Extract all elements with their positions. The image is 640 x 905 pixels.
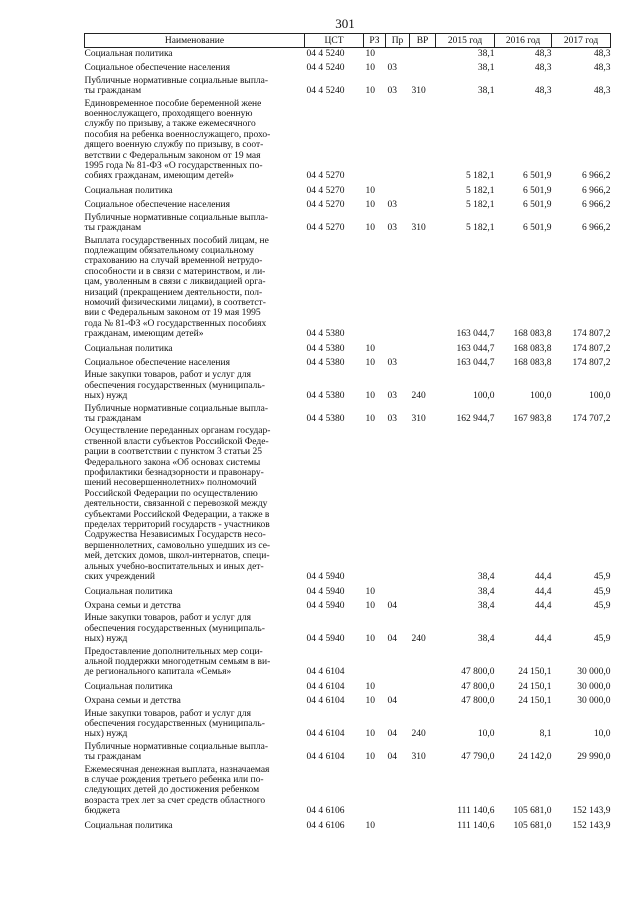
cell-vr: 310 <box>411 752 426 763</box>
cell-pr: 04 <box>387 600 397 611</box>
cell-2015: 38,1 <box>477 86 495 97</box>
table-row <box>85 197 611 211</box>
cell-pr <box>386 584 410 598</box>
table-row <box>85 708 611 741</box>
cell-2017: 30 000,0 <box>577 696 611 707</box>
cell-2017: 6 966,2 <box>582 185 611 196</box>
cell-2016: 8,1 <box>539 729 552 740</box>
cell-rz: 10 <box>365 752 375 763</box>
cell-cst: 04 4 6104 <box>306 696 345 707</box>
cell-rz: 10 <box>365 223 375 234</box>
cell-vr <box>410 235 436 341</box>
cell-2015: 100,0 <box>473 391 495 402</box>
cell-2016: 168 083,8 <box>513 357 552 368</box>
table-row <box>85 598 611 612</box>
table-row <box>85 693 611 707</box>
cell-2016: 6 501,9 <box>523 171 552 182</box>
table-row <box>85 741 611 764</box>
cell-2017: 45,9 <box>593 586 611 597</box>
cell-2017: 30 000,0 <box>577 681 611 692</box>
cell-pr: 03 <box>387 391 397 402</box>
cell-cst: 04 4 6104 <box>306 681 345 692</box>
cell-2015: 47 800,0 <box>461 667 495 678</box>
cell-vr <box>410 584 436 598</box>
cell-rz: 10 <box>365 357 375 368</box>
cell-pr: 03 <box>387 357 397 368</box>
cell-cst: 04 4 5380 <box>306 329 345 340</box>
cell-vr: 240 <box>411 729 426 740</box>
cell-rz: 10 <box>365 820 375 831</box>
cell-name: Осуществление переданных органам государ- ственной власти субъектов Российской Феде- рации в соответствии с пунктом 3 статьи 25 Федерального закона «Об основах системы профилактики безнадзорности и правонару- шений несовершеннолетних» полномочий Российской Федерации по осуществлению деятельности, связанной с перевозкой между субъектами Российской Федерации, а также в пределах территорий государств - участников Содружества Независимых Государств несо- вершеннолетних, самовольно ушедших из се- мей, детских домов, школ-интернатов, специ- альных учебно-воспитательных и иных дет- ских учреждений <box>84 426 271 583</box>
cell-cst: 04 4 5270 <box>306 200 345 211</box>
cell-pr <box>386 646 410 679</box>
table-row <box>85 679 611 693</box>
table-row <box>85 764 611 818</box>
cell-vr: 310 <box>411 223 426 234</box>
cell-cst: 04 4 5380 <box>306 391 345 402</box>
table-header-row <box>85 34 611 48</box>
cell-pr: 04 <box>387 752 397 763</box>
cell-rz: 10 <box>365 63 375 74</box>
table-row <box>85 612 611 645</box>
cell-rz: 10 <box>365 343 375 354</box>
cell-name: Публичные нормативные социальные выпла- ты гражданам <box>84 741 269 763</box>
cell-2017: 6 966,2 <box>582 171 611 182</box>
cell-rz: 10 <box>365 600 375 611</box>
cell-2017: 6 966,2 <box>582 223 611 234</box>
cell-2015: 162 944,7 <box>456 414 495 424</box>
cell-2016: 105 681,0 <box>513 820 552 831</box>
cell-name: Социальная политика <box>84 49 173 59</box>
cell-2017: 174 807,2 <box>572 357 611 368</box>
table-row <box>85 75 611 98</box>
cell-2016: 44,4 <box>534 600 552 611</box>
cell-name: Ежемесячная денежная выплата, назначаемая в случае рождения третьего ребенка или по- следующих детей до достижения ребенком возраста трех лет за счет средств областного бюджета <box>84 764 270 817</box>
cell-2015: 38,1 <box>477 49 495 59</box>
cell-rz: 10 <box>365 200 375 211</box>
table-row <box>85 355 611 369</box>
cell-cst: 04 4 5380 <box>306 414 345 424</box>
header-pr: Пр <box>386 34 410 48</box>
cell-vr: 310 <box>411 414 426 424</box>
cell-name: Единовременное пособие беременной жене военнослужащего, проходящего военную службу по призыву, а также ежемесячного пособия на ребенка военнослужащего, прохо- дящего военную службу по призыву, в соот- ветствии с Федеральным законом от 19 мая 1995 года № 81-ФЗ «О государственных по- собиях гражданам, имеющим детей» <box>84 98 271 182</box>
cell-cst: 04 4 5380 <box>306 357 345 368</box>
cell-pr <box>386 679 410 693</box>
cell-pr <box>386 764 410 818</box>
cell-2015: 47 800,0 <box>461 681 495 692</box>
cell-2016: 6 501,9 <box>523 200 552 211</box>
table-row <box>85 403 611 426</box>
cell-2016: 48,3 <box>534 86 552 97</box>
table-row <box>85 48 611 61</box>
cell-2016: 48,3 <box>534 63 552 74</box>
cell-pr: 03 <box>387 63 397 74</box>
cell-rz <box>364 646 386 679</box>
cell-2017: 48,3 <box>593 49 611 59</box>
cell-rz: 10 <box>365 391 375 402</box>
cell-2015: 10,0 <box>477 729 495 740</box>
cell-2016: 24 150,1 <box>518 667 552 678</box>
cell-pr: 04 <box>387 729 397 740</box>
cell-name: Публичные нормативные социальные выпла- ты гражданам <box>84 403 269 424</box>
cell-vr <box>410 355 436 369</box>
cell-2015: 163 044,7 <box>456 357 495 368</box>
cell-2015: 5 182,1 <box>466 200 495 211</box>
cell-rz: 10 <box>365 696 375 707</box>
cell-name: Иные закупки товаров, работ и услуг для обеспечения государственных (муниципаль- ных) нужд <box>84 613 265 645</box>
cell-name: Публичные нормативные социальные выпла- ты гражданам <box>84 75 269 97</box>
cell-2015: 111 140,6 <box>457 806 495 817</box>
cell-pr <box>386 235 410 341</box>
cell-vr <box>410 818 436 832</box>
cell-cst: 04 4 5240 <box>306 63 345 74</box>
cell-2017: 174 807,2 <box>572 329 611 340</box>
cell-pr: 03 <box>387 86 397 97</box>
cell-vr: 240 <box>411 391 426 402</box>
table-row <box>85 183 611 197</box>
cell-2016: 44,4 <box>534 634 552 645</box>
page-number: 301 <box>335 16 355 31</box>
cell-rz: 10 <box>365 586 375 597</box>
cell-vr <box>410 598 436 612</box>
cell-name: Социальное обеспечение населения <box>84 63 230 74</box>
cell-2016: 24 150,1 <box>518 696 552 707</box>
cell-cst: 04 4 5240 <box>306 86 345 97</box>
cell-pr <box>386 341 410 355</box>
cell-name: Иные закупки товаров, работ и услуг для обеспечения государственных (муниципаль- ных) нужд <box>84 708 265 740</box>
cell-2016: 44,4 <box>534 586 552 597</box>
table-row <box>85 425 611 583</box>
cell-cst: 04 4 5240 <box>306 49 345 59</box>
table-row <box>85 212 611 235</box>
header-2017: 2017 год <box>552 34 611 48</box>
header-rz: РЗ <box>364 34 386 48</box>
table-row <box>85 369 611 402</box>
cell-2016: 24 142,0 <box>518 752 552 763</box>
cell-vr <box>410 679 436 693</box>
cell-cst: 04 4 6106 <box>306 806 345 817</box>
header-cst: ЦСТ <box>305 34 364 48</box>
cell-2015: 163 044,7 <box>456 343 495 354</box>
cell-2017: 45,9 <box>593 572 611 583</box>
cell-vr <box>410 764 436 818</box>
cell-name: Предоставление дополнительных мер соци- альной поддержки многодетным семьям в ви- де регионального капитала «Семья» <box>84 646 271 678</box>
cell-2015: 111 140,6 <box>457 820 495 831</box>
cell-rz: 10 <box>365 49 375 59</box>
cell-vr <box>410 646 436 679</box>
cell-name: Социальное обеспечение населения <box>84 200 230 211</box>
cell-cst: 04 4 5940 <box>306 572 345 583</box>
header-2015: 2015 год <box>436 34 495 48</box>
cell-2017: 152 143,9 <box>572 806 611 817</box>
cell-rz: 10 <box>365 634 375 645</box>
cell-2016: 167 983,8 <box>513 414 552 424</box>
cell-2016: 105 681,0 <box>513 806 552 817</box>
cell-2016: 24 150,1 <box>518 681 552 692</box>
cell-2015: 38,4 <box>477 600 495 611</box>
cell-name: Социальное обеспечение населения <box>84 357 230 368</box>
cell-2017: 152 143,9 <box>572 820 611 831</box>
cell-2017: 48,3 <box>593 86 611 97</box>
cell-rz: 10 <box>365 729 375 740</box>
cell-2015: 5 182,1 <box>466 185 495 196</box>
cell-2016: 100,0 <box>530 391 552 402</box>
cell-2017: 48,3 <box>593 63 611 74</box>
cell-2015: 38,4 <box>477 572 495 583</box>
cell-2017: 10,0 <box>593 729 611 740</box>
cell-2016: 168 083,8 <box>513 329 552 340</box>
cell-cst: 04 4 5270 <box>306 171 345 182</box>
cell-name: Социальная политика <box>84 820 173 831</box>
cell-2015: 5 182,1 <box>466 171 495 182</box>
cell-vr: 310 <box>411 86 426 97</box>
table-row <box>85 98 611 183</box>
cell-rz: 10 <box>365 185 375 196</box>
cell-rz <box>364 764 386 818</box>
cell-name: Социальная политика <box>84 586 173 597</box>
cell-rz: 10 <box>365 414 375 424</box>
table-row <box>85 818 611 832</box>
cell-2015: 38,4 <box>477 634 495 645</box>
cell-2015: 38,1 <box>477 63 495 74</box>
table-row <box>85 235 611 341</box>
table-row <box>85 341 611 355</box>
cell-pr: 03 <box>387 223 397 234</box>
cell-vr <box>410 341 436 355</box>
table-row <box>85 584 611 598</box>
cell-2017: 174 707,2 <box>572 414 611 424</box>
cell-rz <box>364 98 386 183</box>
cell-2015: 47 800,0 <box>461 696 495 707</box>
cell-2015: 47 790,0 <box>461 752 495 763</box>
cell-pr <box>386 425 410 583</box>
cell-cst: 04 4 6106 <box>306 820 345 831</box>
cell-pr: 03 <box>387 200 397 211</box>
cell-rz <box>364 235 386 341</box>
cell-name: Охрана семьи и детства <box>84 696 181 707</box>
cell-cst: 04 4 5940 <box>306 634 345 645</box>
header-name: Наименование <box>85 34 305 48</box>
cell-2016: 44,4 <box>534 572 552 583</box>
cell-vr <box>410 98 436 183</box>
cell-2016: 6 501,9 <box>523 185 552 196</box>
cell-cst: 04 4 5940 <box>306 600 345 611</box>
cell-2016: 168 083,8 <box>513 343 552 354</box>
cell-vr: 240 <box>411 634 426 645</box>
cell-2017: 29 990,0 <box>577 752 611 763</box>
cell-2015: 38,4 <box>477 586 495 597</box>
budget-table-container <box>84 33 610 832</box>
cell-rz: 10 <box>365 86 375 97</box>
cell-vr <box>410 197 436 211</box>
cell-name: Публичные нормативные социальные выпла- ты гражданам <box>84 212 269 234</box>
cell-2015: 5 182,1 <box>466 223 495 234</box>
budget-table <box>84 33 611 832</box>
cell-name: Социальная политика <box>84 343 173 354</box>
header-2016: 2016 год <box>495 34 552 48</box>
cell-vr <box>410 48 436 61</box>
cell-vr <box>410 183 436 197</box>
cell-cst: 04 4 6104 <box>306 752 345 763</box>
cell-name: Социальная политика <box>84 681 173 692</box>
cell-name: Охрана семьи и детства <box>84 600 181 611</box>
cell-pr <box>386 818 410 832</box>
cell-2017: 174 807,2 <box>572 343 611 354</box>
cell-2017: 30 000,0 <box>577 667 611 678</box>
cell-pr: 04 <box>387 634 397 645</box>
cell-2017: 45,9 <box>593 634 611 645</box>
cell-2015: 163 044,7 <box>456 329 495 340</box>
header-vr: ВР <box>410 34 436 48</box>
cell-vr <box>410 425 436 583</box>
cell-vr <box>410 693 436 707</box>
cell-pr <box>386 98 410 183</box>
cell-cst: 04 4 5270 <box>306 223 345 234</box>
cell-cst: 04 4 5940 <box>306 586 345 597</box>
cell-pr: 04 <box>387 696 397 707</box>
cell-cst: 04 4 5380 <box>306 343 345 354</box>
cell-cst: 04 4 6104 <box>306 729 345 740</box>
cell-name: Социальная политика <box>84 185 173 196</box>
cell-vr <box>410 60 436 74</box>
cell-name: Выплата государственных пособий лицам, не подлежащим обязательному социальному страхованию на случай временной нетрудо- способности и в связи с материнством, и ли- цам, уволенным в связи с ликвидацией орга- низаций (прекращением деятельности, пол- номочий физическими лицами), в соответст- вии с Федеральным законом от 19 мая 1995 года № 81-ФЗ «О государственных пособиях гражданам, имеющим детей» <box>84 235 269 340</box>
cell-2017: 6 966,2 <box>582 200 611 211</box>
cell-rz: 10 <box>365 681 375 692</box>
table-body <box>85 48 611 833</box>
cell-2017: 100,0 <box>589 391 611 402</box>
cell-2017: 45,9 <box>593 600 611 611</box>
table-row <box>85 60 611 74</box>
cell-2016: 48,3 <box>534 49 552 59</box>
cell-pr: 03 <box>387 414 397 424</box>
cell-cst: 04 4 5270 <box>306 185 345 196</box>
cell-2016: 6 501,9 <box>523 223 552 234</box>
cell-pr <box>386 183 410 197</box>
cell-cst: 04 4 6104 <box>306 667 345 678</box>
cell-pr <box>386 48 410 61</box>
table-row <box>85 646 611 679</box>
cell-rz <box>364 425 386 583</box>
cell-name: Иные закупки товаров, работ и услуг для обеспечения государственных (муниципаль- ных) нужд <box>84 370 265 402</box>
